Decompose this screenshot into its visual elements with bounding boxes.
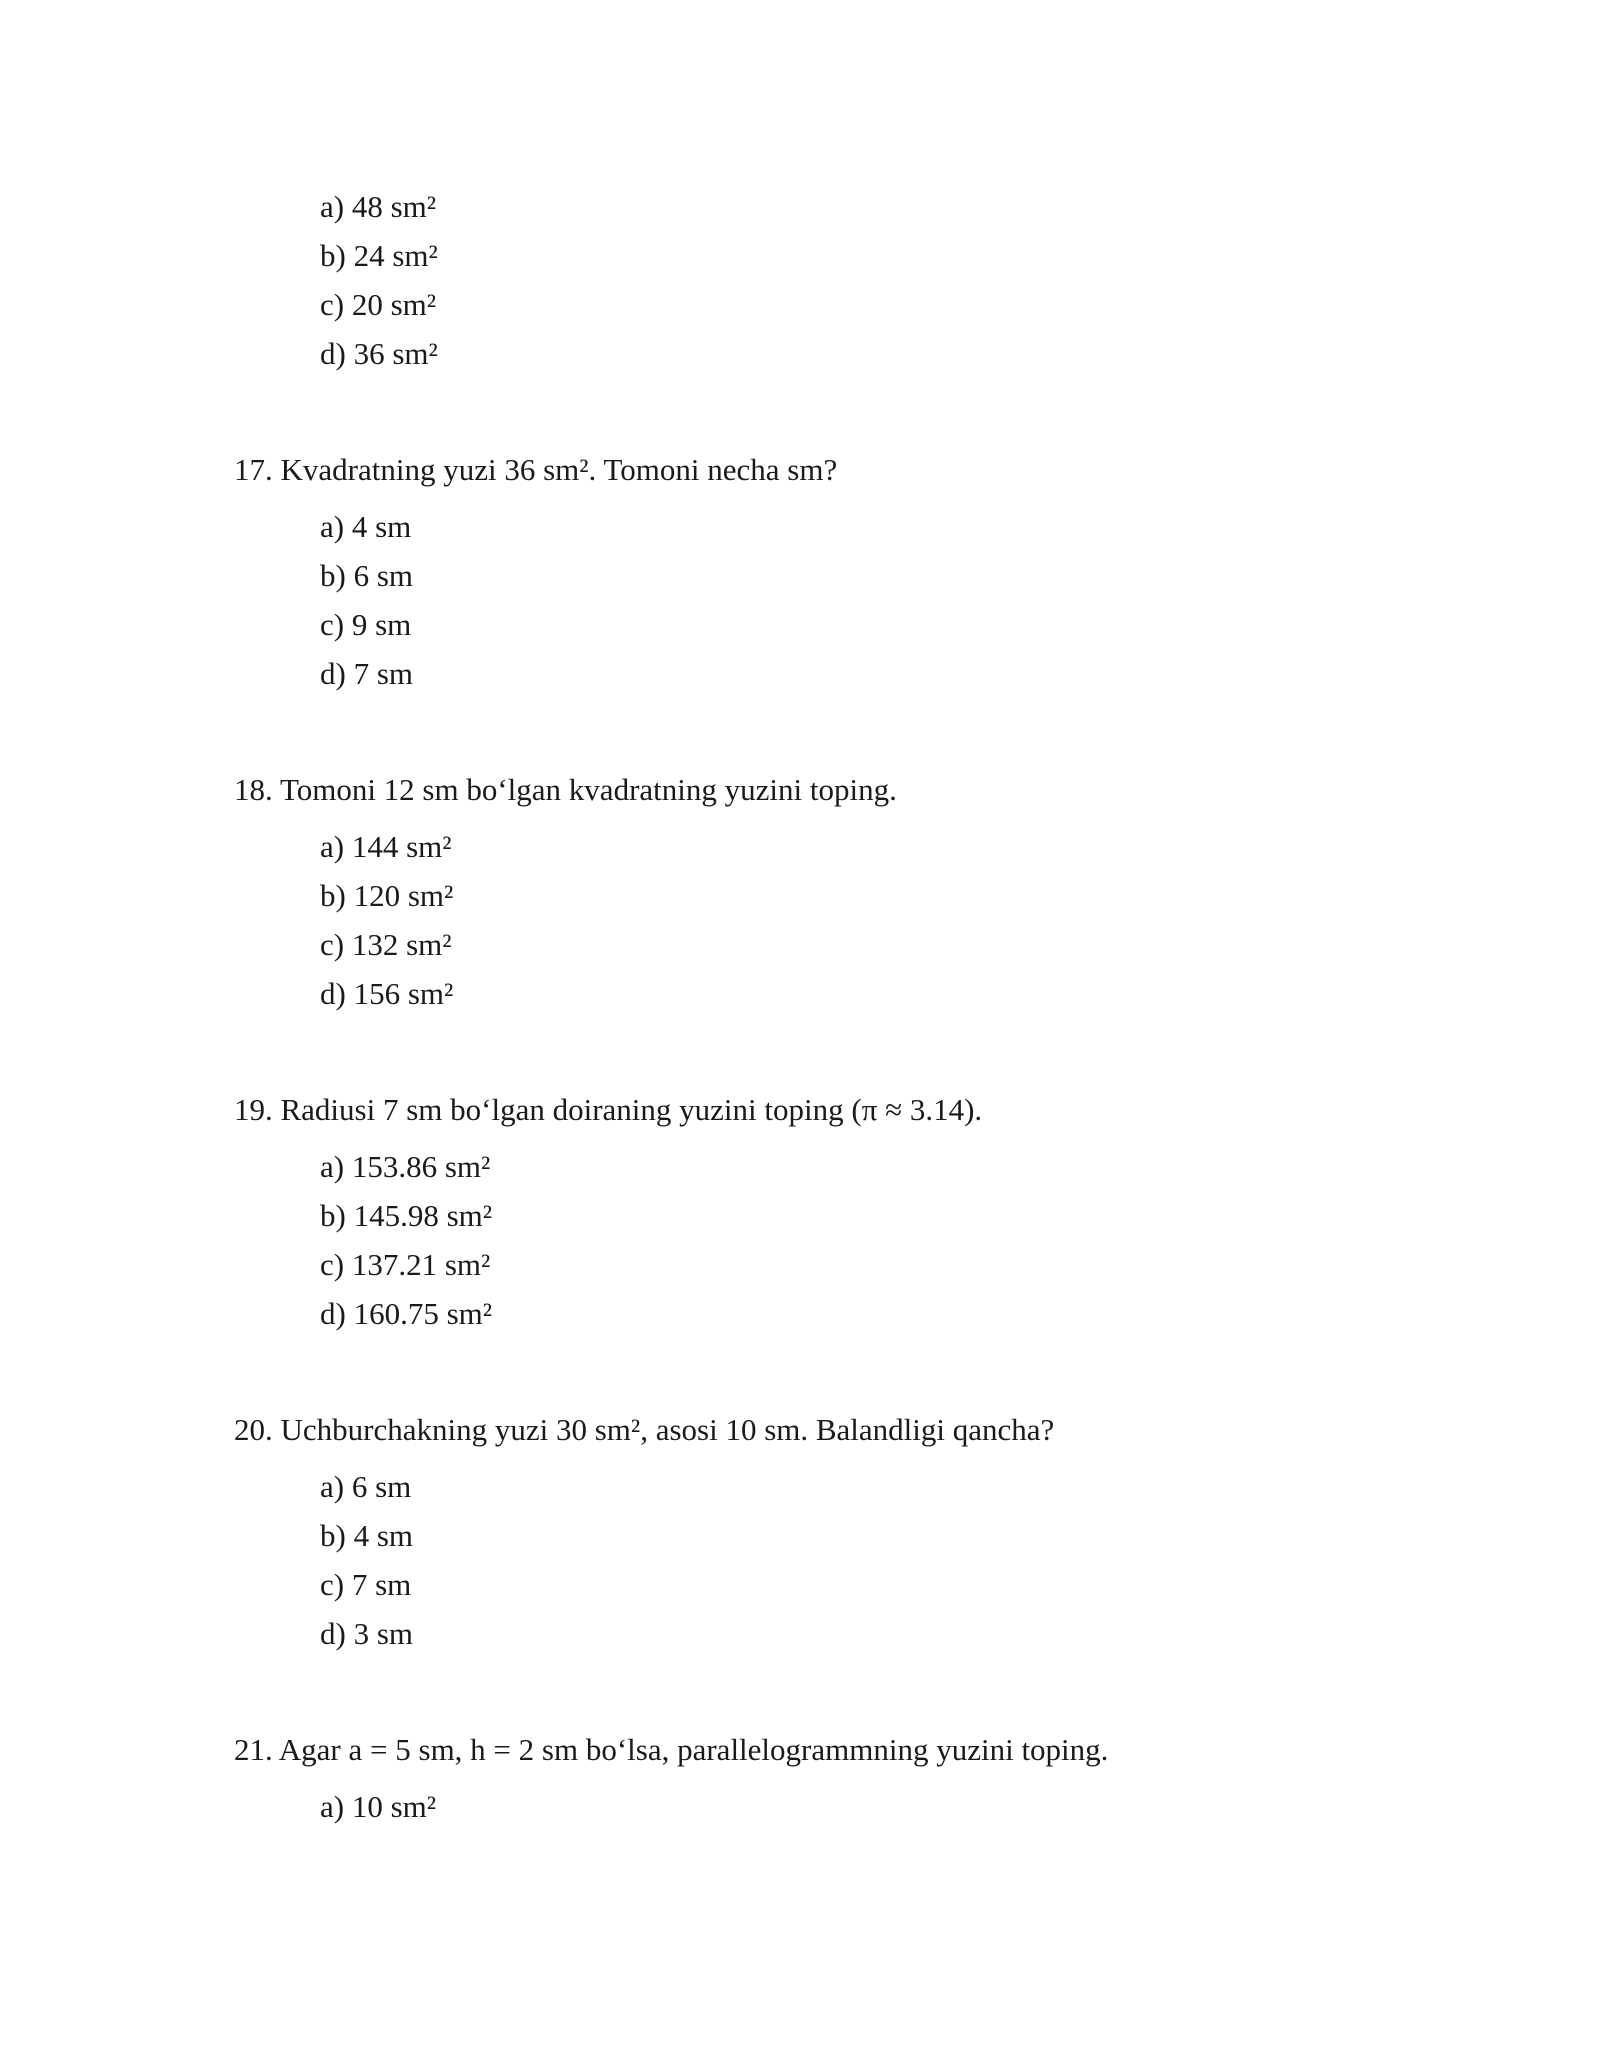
option-21-a: a) 10 sm²: [320, 1789, 437, 1824]
option-17-c: c) 9 sm: [320, 607, 412, 642]
question-18: 18. Tomoni 12 sm bo‘lgan kvadratning yuzini toping.: [234, 772, 897, 807]
option-18-a: a) 144 sm²: [320, 829, 452, 864]
option-19-d: d) 160.75 sm²: [320, 1296, 493, 1331]
option-17-d: d) 7 sm: [320, 656, 413, 691]
option-19-a: a) 153.86 sm²: [320, 1149, 491, 1184]
option-18-d: d) 156 sm²: [320, 976, 454, 1011]
option-16-c: c) 20 sm²: [320, 287, 437, 322]
option-20-b: b) 4 sm: [320, 1518, 413, 1553]
option-20-c: c) 7 sm: [320, 1567, 412, 1602]
option-19-b: b) 145.98 sm²: [320, 1198, 493, 1233]
option-16-d: d) 36 sm²: [320, 336, 438, 371]
option-18-c: c) 132 sm²: [320, 927, 452, 962]
question-17: 17. Kvadratning yuzi 36 sm². Tomoni necha sm?: [234, 452, 838, 487]
option-17-b: b) 6 sm: [320, 558, 413, 593]
option-17-a: a) 4 sm: [320, 509, 412, 544]
option-16-b: b) 24 sm²: [320, 238, 438, 273]
option-19-c: c) 137.21 sm²: [320, 1247, 491, 1282]
option-20-a: a) 6 sm: [320, 1469, 412, 1504]
question-19: 19. Radiusi 7 sm bo‘lgan doiraning yuzini toping (π ≈ 3.14).: [234, 1092, 983, 1127]
question-21: 21. Agar a = 5 sm, h = 2 sm bo‘lsa, parallelogrammning yuzini toping.: [234, 1732, 1109, 1767]
question-20: 20. Uchburchakning yuzi 30 sm², asosi 10 sm. Balandligi qancha?: [234, 1412, 1055, 1447]
option-16-a: a) 48 sm²: [320, 189, 437, 224]
option-20-d: d) 3 sm: [320, 1616, 413, 1651]
option-18-b: b) 120 sm²: [320, 878, 454, 913]
